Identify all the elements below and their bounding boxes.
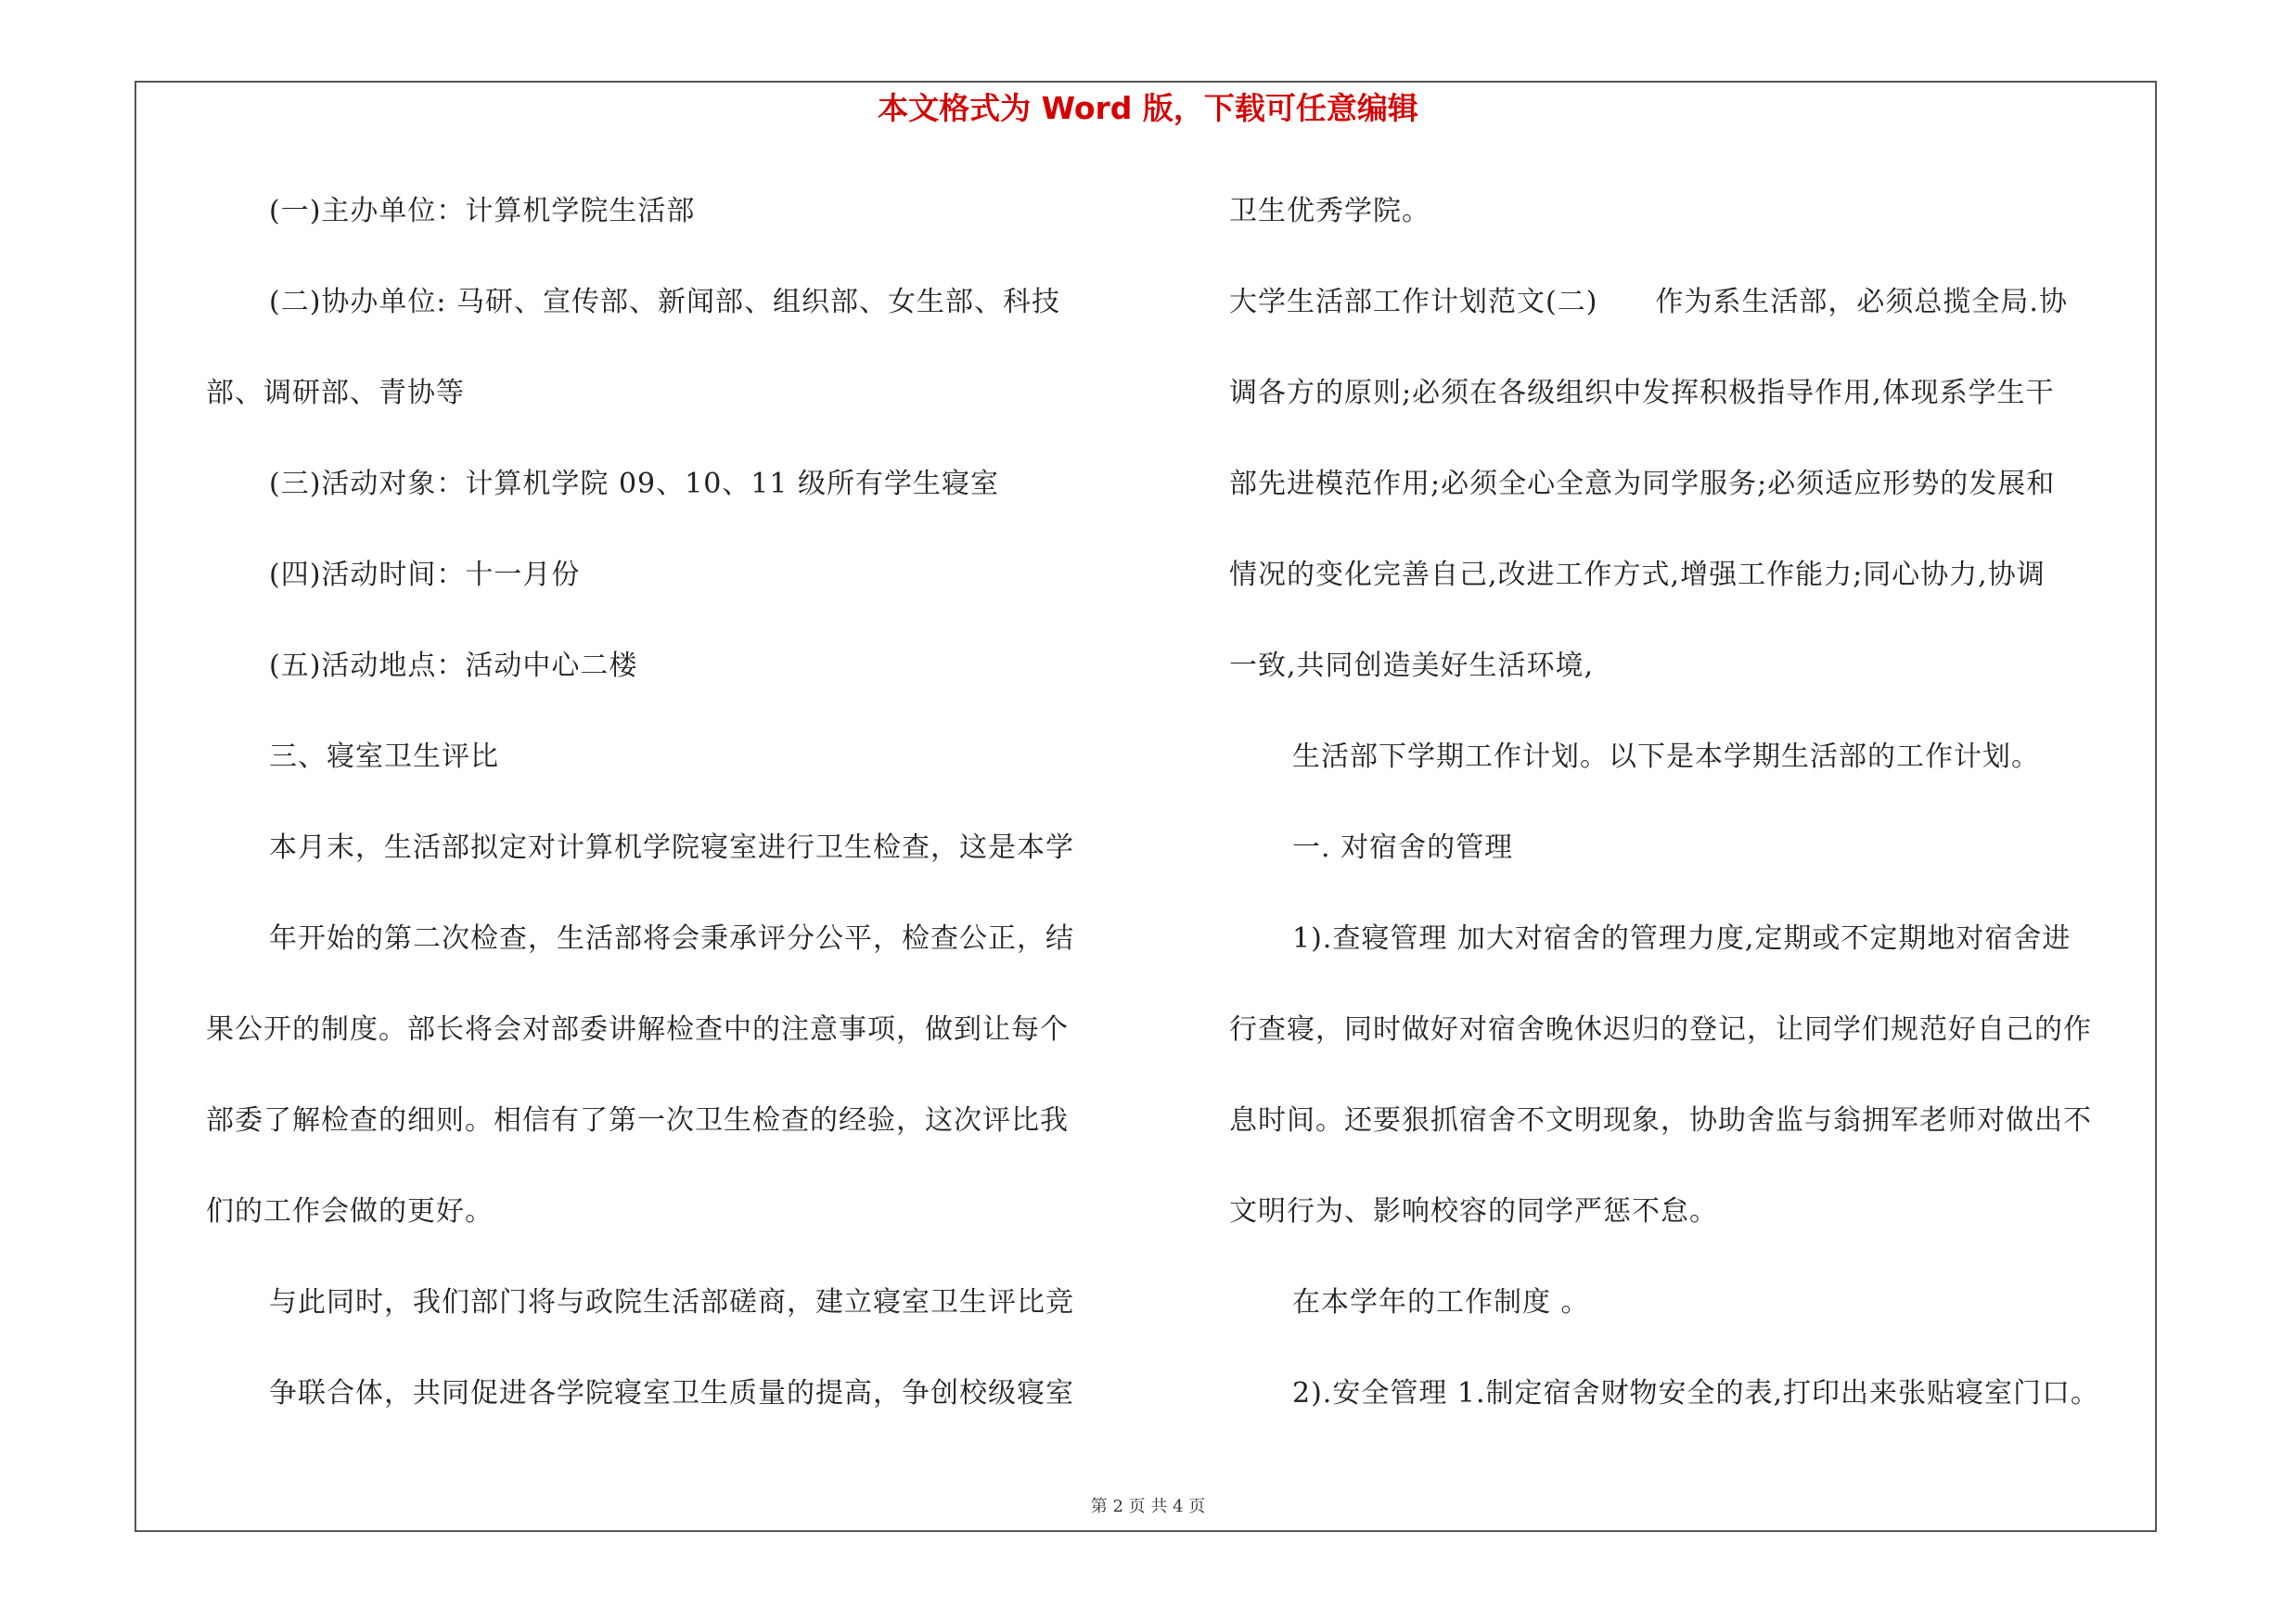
text-line: 生活部下学期工作计划。以下是本学期生活部的工作计划。 <box>1292 741 2040 773</box>
text-line: 果公开的制度。部长将会对部委讲解检查中的注意事项，做到让每个 <box>206 1013 1069 1046</box>
text-line: (三)活动对象：计算机学院 09、10、11 级所有学生寝室 <box>269 468 1000 500</box>
right-column <box>1229 184 2161 1457</box>
text-line: (五)活动地点：活动中心二楼 <box>269 650 638 682</box>
text-line: 们的工作会做的更好。 <box>206 1195 494 1228</box>
text-line: 与此同时，我们部门将与政院生活部磋商，建立寝室卫生评比竞 <box>269 1286 1074 1319</box>
text-line: 情况的变化完善自己,改进工作方式,增强工作能力;同心协力,协调 <box>1229 559 2046 591</box>
left-column <box>206 184 1138 1457</box>
text-line: 调各方的原则;必须在各级组织中发挥积极指导作用,体现系学生干 <box>1229 377 2055 409</box>
text-line: 文明行为、影响校容的同学严惩不怠。 <box>1229 1195 1718 1228</box>
text-line: (一)主办单位：计算机学院生活部 <box>269 195 696 227</box>
page-number-footer: 第 2 页 共 4 页 <box>1090 1497 1206 1516</box>
section-heading: 一. 对宿舍的管理 <box>1292 831 1514 864</box>
text-line: 卫生优秀学院。 <box>1229 195 1430 227</box>
text-line: 息时间。还要狠抓宿舍不文明现象，协助舍监与翁拥军老师对做出不 <box>1229 1104 2092 1137</box>
word-format-banner: 本文格式为 Word 版，下载可任意编辑 <box>878 90 1418 126</box>
text-line: 年开始的第二次检查，生活部将会秉承评分公平，检查公正，结 <box>269 922 1074 955</box>
text-line: 部委了解检查的细则。相信有了第一次卫生检查的经验，这次评比我 <box>206 1104 1069 1137</box>
text-line: 在本学年的工作制度 。 <box>1292 1286 1590 1319</box>
text-line: 争联合体，共同促进各学院寝室卫生质量的提高，争创校级寝室 <box>269 1377 1074 1410</box>
text-line: 行查寝，同时做好对宿舍晚休迟归的登记，让同学们规范好自己的作 <box>1229 1013 2092 1046</box>
text-line: 1).查寝管理 加大对宿舍的管理力度,定期或不定期地对宿舍进 <box>1292 922 2072 955</box>
text-line: 大学生活部工作计划范文(二) 作为系生活部，必须总揽全局.协 <box>1229 286 2068 318</box>
text-line: 部先进模范作用;必须全心全意为同学服务;必须适应形势的发展和 <box>1229 468 2056 500</box>
text-line: (四)活动时间：十一月份 <box>269 559 581 591</box>
text-line: (二)协办单位: 马研、宣传部、新闻部、组织部、女生部、科技 <box>269 286 1061 318</box>
text-line: 部、调研部、青协等 <box>206 377 465 409</box>
text-line: 一致,共同创造美好生活环境, <box>1229 650 1595 682</box>
text-line: 2).安全管理 1.制定宿舍财物安全的表,打印出来张贴寝室门口。 <box>1292 1377 2100 1410</box>
text-line: 本月末，生活部拟定对计算机学院寝室进行卫生检查，这是本学 <box>269 831 1074 864</box>
section-heading: 三、寝室卫生评比 <box>269 741 499 773</box>
